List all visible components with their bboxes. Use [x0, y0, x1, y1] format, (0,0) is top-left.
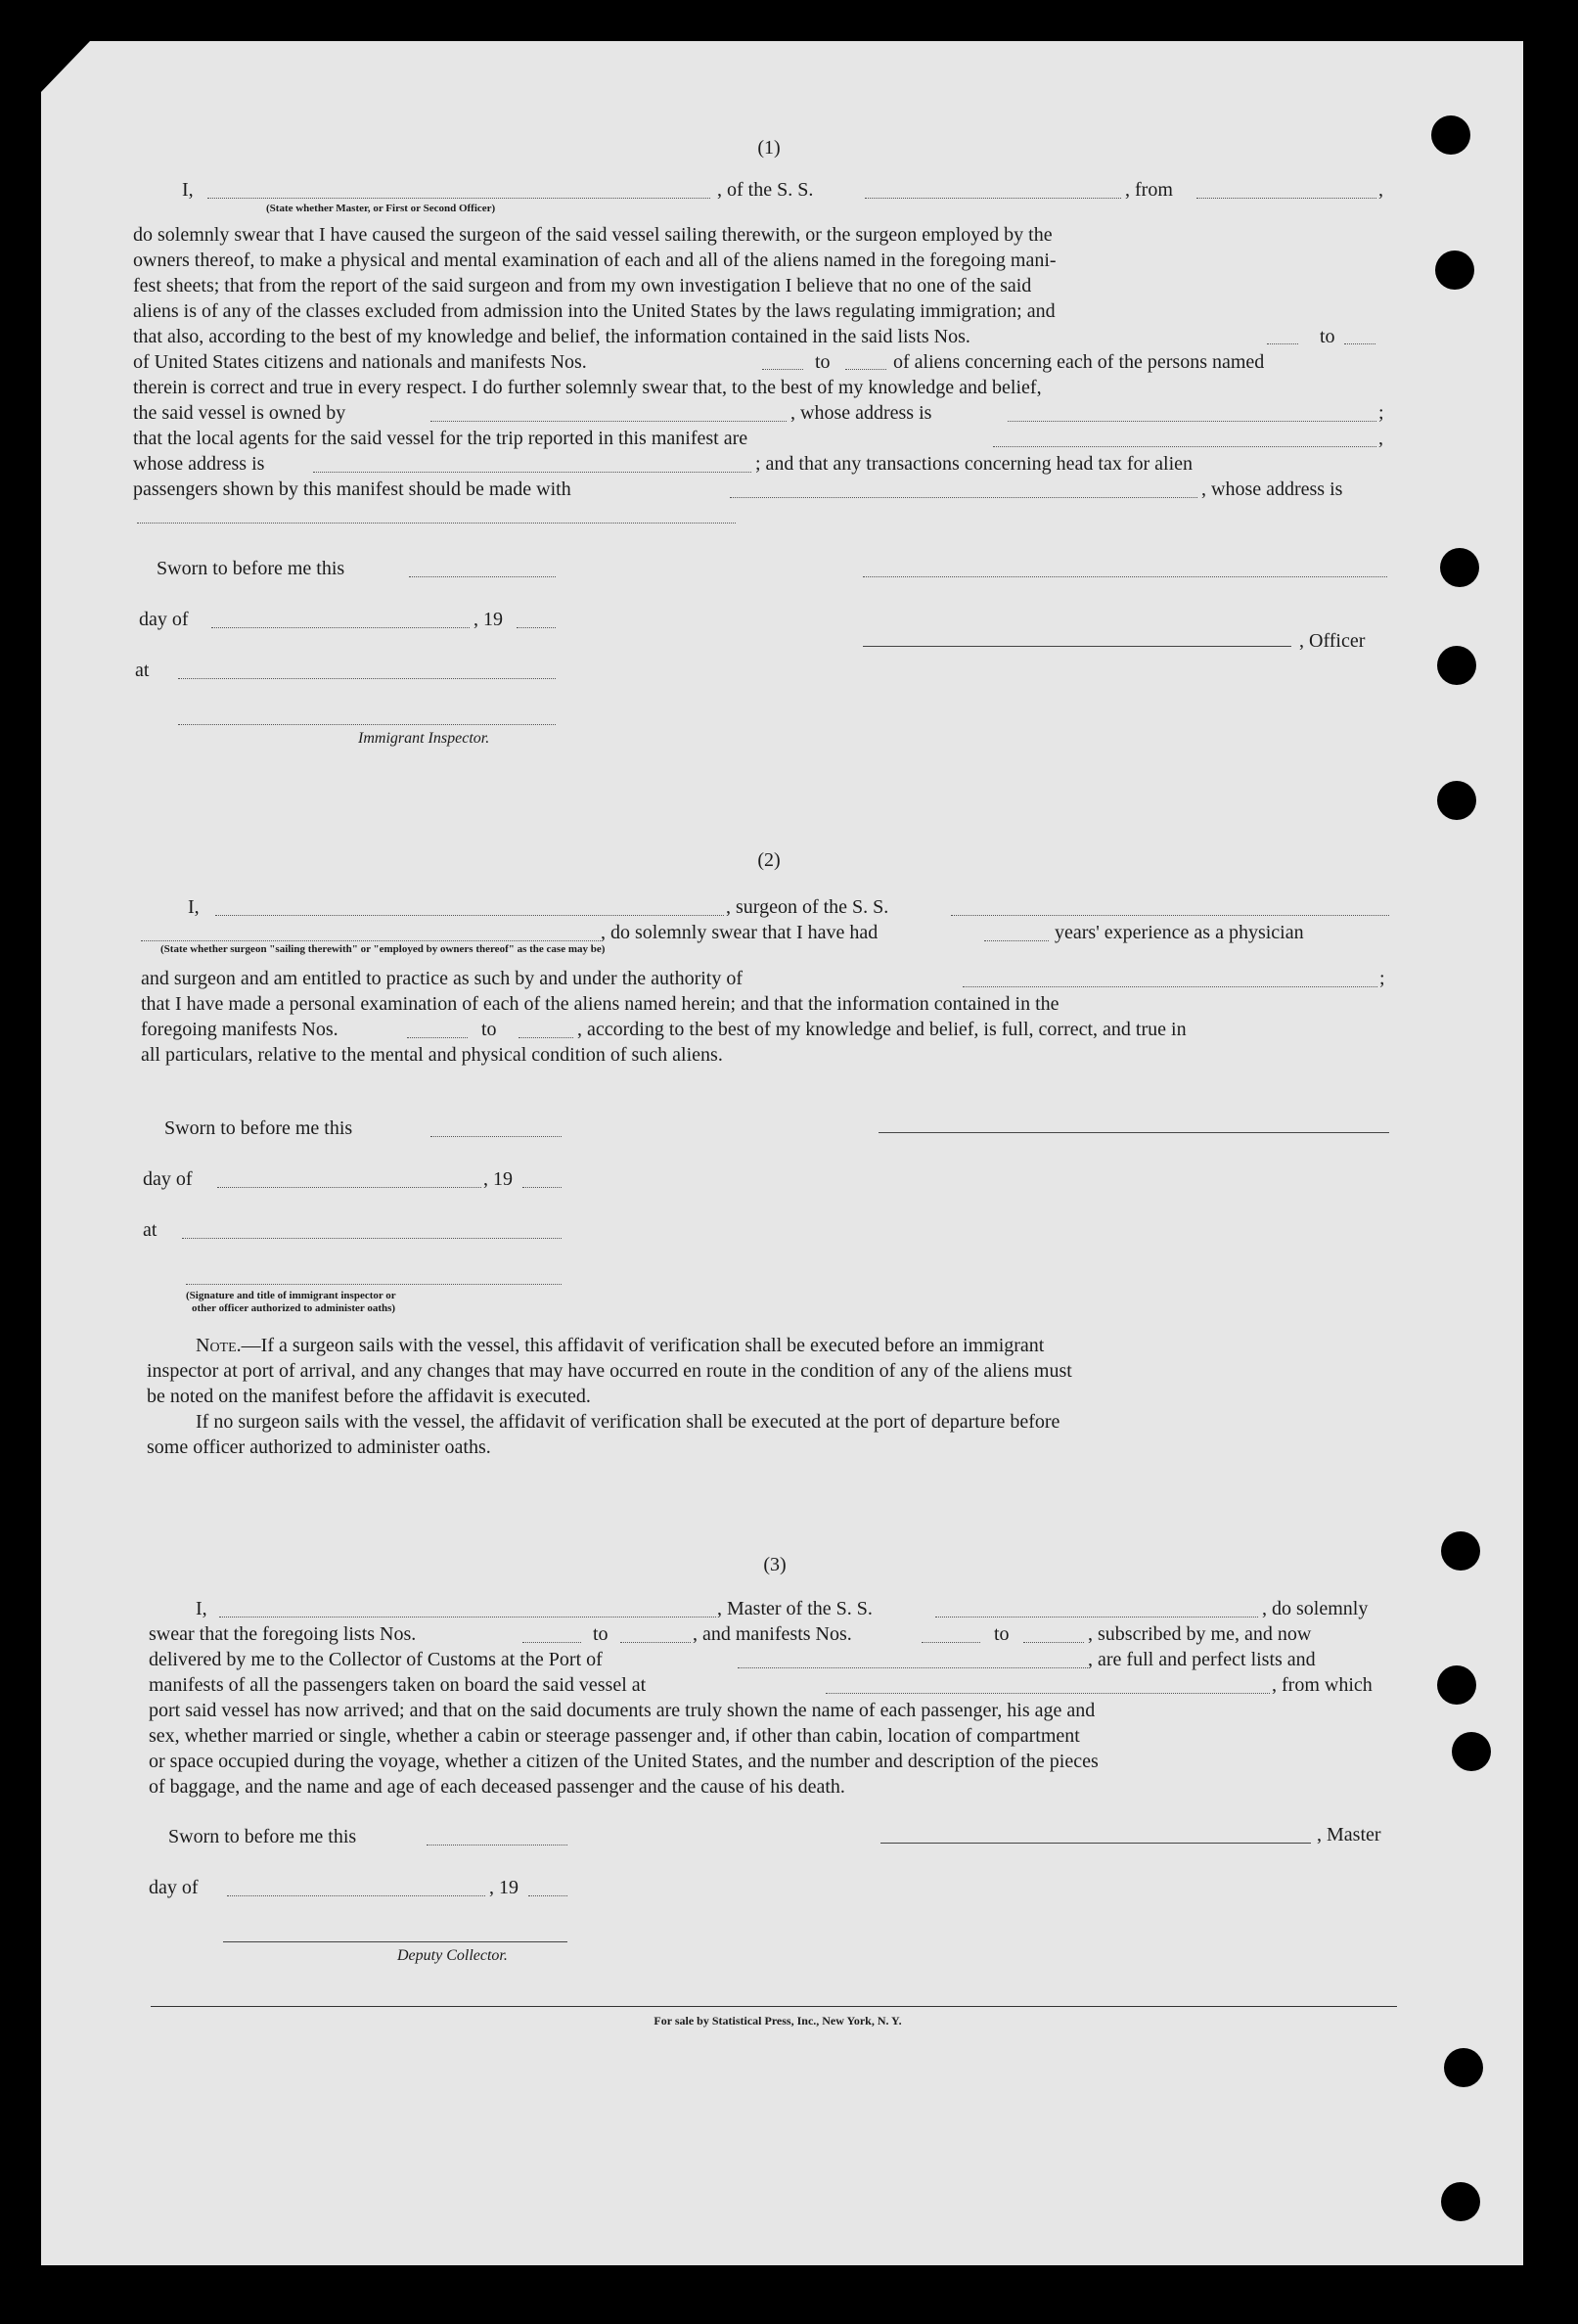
s2-i: I, [188, 896, 200, 918]
s1-sworn: Sworn to before me this [157, 558, 345, 579]
s3-master: , Master [1317, 1824, 1381, 1846]
s3-deputy-signature-line[interactable] [223, 1941, 567, 1942]
s3-full-perfect: , are full and perfect lists and [1088, 1649, 1316, 1670]
s1-whose-address: , whose address is [790, 402, 932, 424]
form-sheet [41, 41, 1523, 2265]
footer-rule [151, 2006, 1397, 2007]
s1-sworn-day-field[interactable] [409, 576, 556, 577]
s2-sig-hint-1: (Signature and title of immigrant inspector or [186, 1290, 396, 1301]
s2-line-5a: foregoing manifests Nos. [141, 1019, 338, 1040]
s1-year: , 19 [473, 609, 503, 630]
s1-from: , from [1125, 179, 1173, 201]
s3-body-line-3: or space occupied during the voyage, whether a citizen of the United States, and the number and description of the pieces [149, 1751, 1099, 1772]
s2-sworn: Sworn to before me this [164, 1117, 353, 1139]
s3-port-field[interactable] [738, 1667, 1088, 1668]
s3-subscribed: , subscribed by me, and now [1088, 1623, 1312, 1645]
s1-line-5: that also, according to the best of my knowledge and belief, the information contained in the said lists Nos. [133, 326, 970, 347]
s2-status-field[interactable] [141, 940, 601, 941]
s3-solemnly: , do solemnly [1262, 1598, 1369, 1619]
s2-note-line-2: inspector at port of arrival, and any changes that may have occurred en route in the condition of any of the aliens must [147, 1360, 1072, 1382]
s3-manifest-to-field[interactable] [1023, 1642, 1084, 1643]
s1-officer-field[interactable] [207, 198, 710, 199]
s3-master-signature-line[interactable] [880, 1843, 1311, 1844]
s3-list-to-field[interactable] [620, 1642, 691, 1643]
s3-from-which: , from which [1272, 1674, 1373, 1696]
s1-passengers: passengers shown by this manifest should be made with [133, 478, 571, 500]
s2-hint: (State whether surgeon "sailing therewith" or "employed by owners thereof" as the case may be) [160, 943, 606, 955]
s1-local-agents: that the local agents for the said vessel for the trip reported in this manifest are [133, 428, 748, 449]
s2-authority-field[interactable] [963, 986, 1377, 987]
s1-body-line-4: aliens is of any of the classes excluded from admission into the United States by the laws regulating immigration; and [133, 300, 1056, 322]
s2-note-line-3: be noted on the manifest before the affidavit is executed. [147, 1386, 591, 1407]
s3-manifest-from-field[interactable] [922, 1642, 980, 1643]
s1-line-6c: of aliens concerning each of the persons named [893, 351, 1265, 373]
punch-hole [1435, 251, 1474, 290]
s3-sworn-day-field[interactable] [427, 1845, 567, 1846]
s2-note2-line-1: If no surgeon sails with the vessel, the affidavit of verification shall be executed at the port of departure before [196, 1411, 1060, 1433]
s1-list-to-field[interactable] [1344, 343, 1375, 344]
s1-owner-field[interactable] [430, 421, 787, 422]
s1-officer-hint: (State whether Master, or First or Second Officer) [266, 203, 496, 214]
s2-sworn-day-field[interactable] [430, 1136, 562, 1137]
s1-to-2: to [815, 351, 831, 373]
s2-line-3: and surgeon and am entitled to practice as such by and under the authority of [141, 968, 743, 989]
s3-body-line-2: sex, whether married or single, whether a cabin or steerage passenger and, if other than cabin, location of compartment [149, 1725, 1080, 1747]
s1-i: I, [182, 179, 194, 201]
s3-line-3a: delivered by me to the Collector of Customs at the Port of [149, 1649, 603, 1670]
s1-body-line-1: do solemnly swear that I have caused the surgeon of the said vessel sailing therewith, or the surgeon employed by the [133, 224, 1053, 246]
s1-comma-2: , [1378, 428, 1383, 449]
footer-printer: For sale by Statistical Press, Inc., New York, N. Y. [654, 2014, 902, 2028]
s1-line-7: therein is correct and true in every respect. I do further solemnly swear that, to the best of my knowledge and belief, [133, 377, 1042, 398]
s2-years-exp: , do solemnly swear that I have had [601, 922, 879, 943]
s2-physician: years' experience as a physician [1055, 922, 1304, 943]
s3-i: I, [196, 1598, 207, 1619]
s1-month-field[interactable] [211, 627, 470, 628]
s3-day-of: day of [149, 1877, 199, 1898]
s1-comma: , [1378, 179, 1383, 201]
s1-officer-signature-line[interactable] [863, 646, 1291, 647]
punch-hole [1437, 781, 1476, 820]
s1-head-tax: ; and that any transactions concerning head tax for alien [755, 453, 1194, 475]
punch-hole [1440, 548, 1479, 587]
s1-owner-address-field[interactable] [1008, 421, 1376, 422]
s3-deputy: Deputy Collector. [397, 1947, 508, 1964]
s3-line-2a: swear that the foregoing lists Nos. [149, 1623, 417, 1645]
punch-hole [1431, 115, 1470, 155]
s1-manifest-to-field[interactable] [845, 369, 886, 370]
s3-name-field[interactable] [219, 1617, 716, 1618]
s1-officer: , Officer [1299, 630, 1366, 652]
s2-name-field[interactable] [215, 915, 724, 916]
punch-hole [1444, 2048, 1483, 2087]
s2-day-of: day of [143, 1168, 193, 1190]
s2-at: at [143, 1219, 158, 1241]
s2-inspector-signature-field[interactable] [186, 1284, 562, 1285]
s3-body-line-4: of baggage, and the name and age of each deceased passenger and the cause of his death. [149, 1776, 845, 1798]
s3-to-2: to [994, 1623, 1010, 1645]
s2-sig-hint-2: other officer authorized to administer oaths) [192, 1302, 396, 1314]
s3-sworn: Sworn to before me this [168, 1826, 357, 1847]
punch-hole [1437, 1665, 1476, 1705]
s3-master-ss: , Master of the S. S. [717, 1598, 873, 1619]
s3-year: , 19 [489, 1877, 518, 1898]
s3-line-4a: manifests of all the passengers taken on board the said vessel at [149, 1674, 647, 1696]
s1-inspector-field[interactable] [178, 724, 556, 725]
s3-list-from-field[interactable] [522, 1642, 581, 1643]
s2-years-field[interactable] [984, 940, 1049, 941]
s2-semicolon: ; [1379, 968, 1385, 989]
s2-to: to [481, 1019, 497, 1040]
s1-head-tax-address-field[interactable] [137, 523, 736, 524]
s2-manifest-from-field[interactable] [407, 1037, 468, 1038]
s2-surgeon-ss: , surgeon of the S. S. [726, 896, 889, 918]
s2-note2-line-2: some officer authorized to administer oaths. [147, 1436, 491, 1458]
s2-line-5c: , according to the best of my knowledge and belief, is full, correct, and true in [577, 1019, 1187, 1040]
s2-manifest-to-field[interactable] [518, 1037, 573, 1038]
s1-semicolon: ; [1378, 402, 1384, 424]
note-label: Note. [196, 1335, 242, 1356]
punch-hole [1452, 1732, 1491, 1771]
s1-from-field[interactable] [1196, 198, 1376, 199]
s3-year-field[interactable] [528, 1895, 567, 1896]
s2-line-4: that I have made a personal examination of each of the aliens named herein; and that the information contained in the [141, 993, 1060, 1015]
s1-whose-address-3: , whose address is [1201, 478, 1343, 500]
s1-owned-by: the said vessel is owned by [133, 402, 346, 424]
s3-ship-field[interactable] [935, 1617, 1258, 1618]
s2-year-field[interactable] [522, 1187, 562, 1188]
s2-month-field[interactable] [217, 1187, 481, 1188]
s1-agents-field[interactable] [993, 446, 1376, 447]
s1-ship-field[interactable] [865, 198, 1121, 199]
s1-manifest-from-field[interactable] [762, 369, 803, 370]
s1-list-from-field[interactable] [1267, 343, 1298, 344]
s2-line-6: all particulars, relative to the mental and physical condition of such aliens. [141, 1044, 723, 1066]
s3-month-field[interactable] [227, 1895, 485, 1896]
s1-body-line-3: fest sheets; that from the report of the said surgeon and from my own investigation I believe that no one of the said [133, 275, 1032, 296]
punch-hole [1441, 2182, 1480, 2221]
section-2-number: (2) [757, 849, 781, 871]
s3-manifests: , and manifests Nos. [693, 1623, 852, 1645]
s1-year-field[interactable] [517, 627, 556, 628]
s1-head-tax-field[interactable] [730, 497, 1197, 498]
s1-line-6a: of United States citizens and nationals and manifests Nos. [133, 351, 587, 373]
s1-inspector: Immigrant Inspector. [358, 730, 490, 747]
s2-note-line-1 [196, 1335, 1044, 1357]
section-1-number: (1) [757, 137, 781, 159]
s3-port-embark-field[interactable] [826, 1693, 1270, 1694]
s2-year: , 19 [483, 1168, 513, 1190]
s3-to: to [593, 1623, 609, 1645]
punch-hole [1441, 1531, 1480, 1571]
section-3-number: (3) [763, 1554, 787, 1575]
s1-whose-address-2: whose address is [133, 453, 265, 475]
s2-at-field[interactable] [182, 1238, 562, 1239]
s1-of-ss: , of the S. S. [717, 179, 814, 201]
s2-signature-line[interactable] [879, 1132, 1389, 1133]
s1-at: at [135, 660, 150, 681]
note-text: —If a surgeon sails with the vessel, this affidavit of verification shall be executed before an immigrant [241, 1335, 1045, 1356]
s3-body-line-1: port said vessel has now arrived; and that on the said documents are truly shown the name of each passenger, his age and [149, 1700, 1096, 1721]
s1-day-of: day of [139, 609, 189, 630]
s1-body-line-2: owners thereof, to make a physical and mental examination of each and all of the aliens named in the foregoing mani- [133, 250, 1057, 271]
punch-hole [1437, 646, 1476, 685]
s1-at-field[interactable] [178, 678, 556, 679]
s1-signature-field[interactable] [863, 576, 1387, 577]
s1-agents-address-field[interactable] [313, 472, 751, 473]
s1-to: to [1320, 326, 1335, 347]
s2-ship-field[interactable] [951, 915, 1389, 916]
